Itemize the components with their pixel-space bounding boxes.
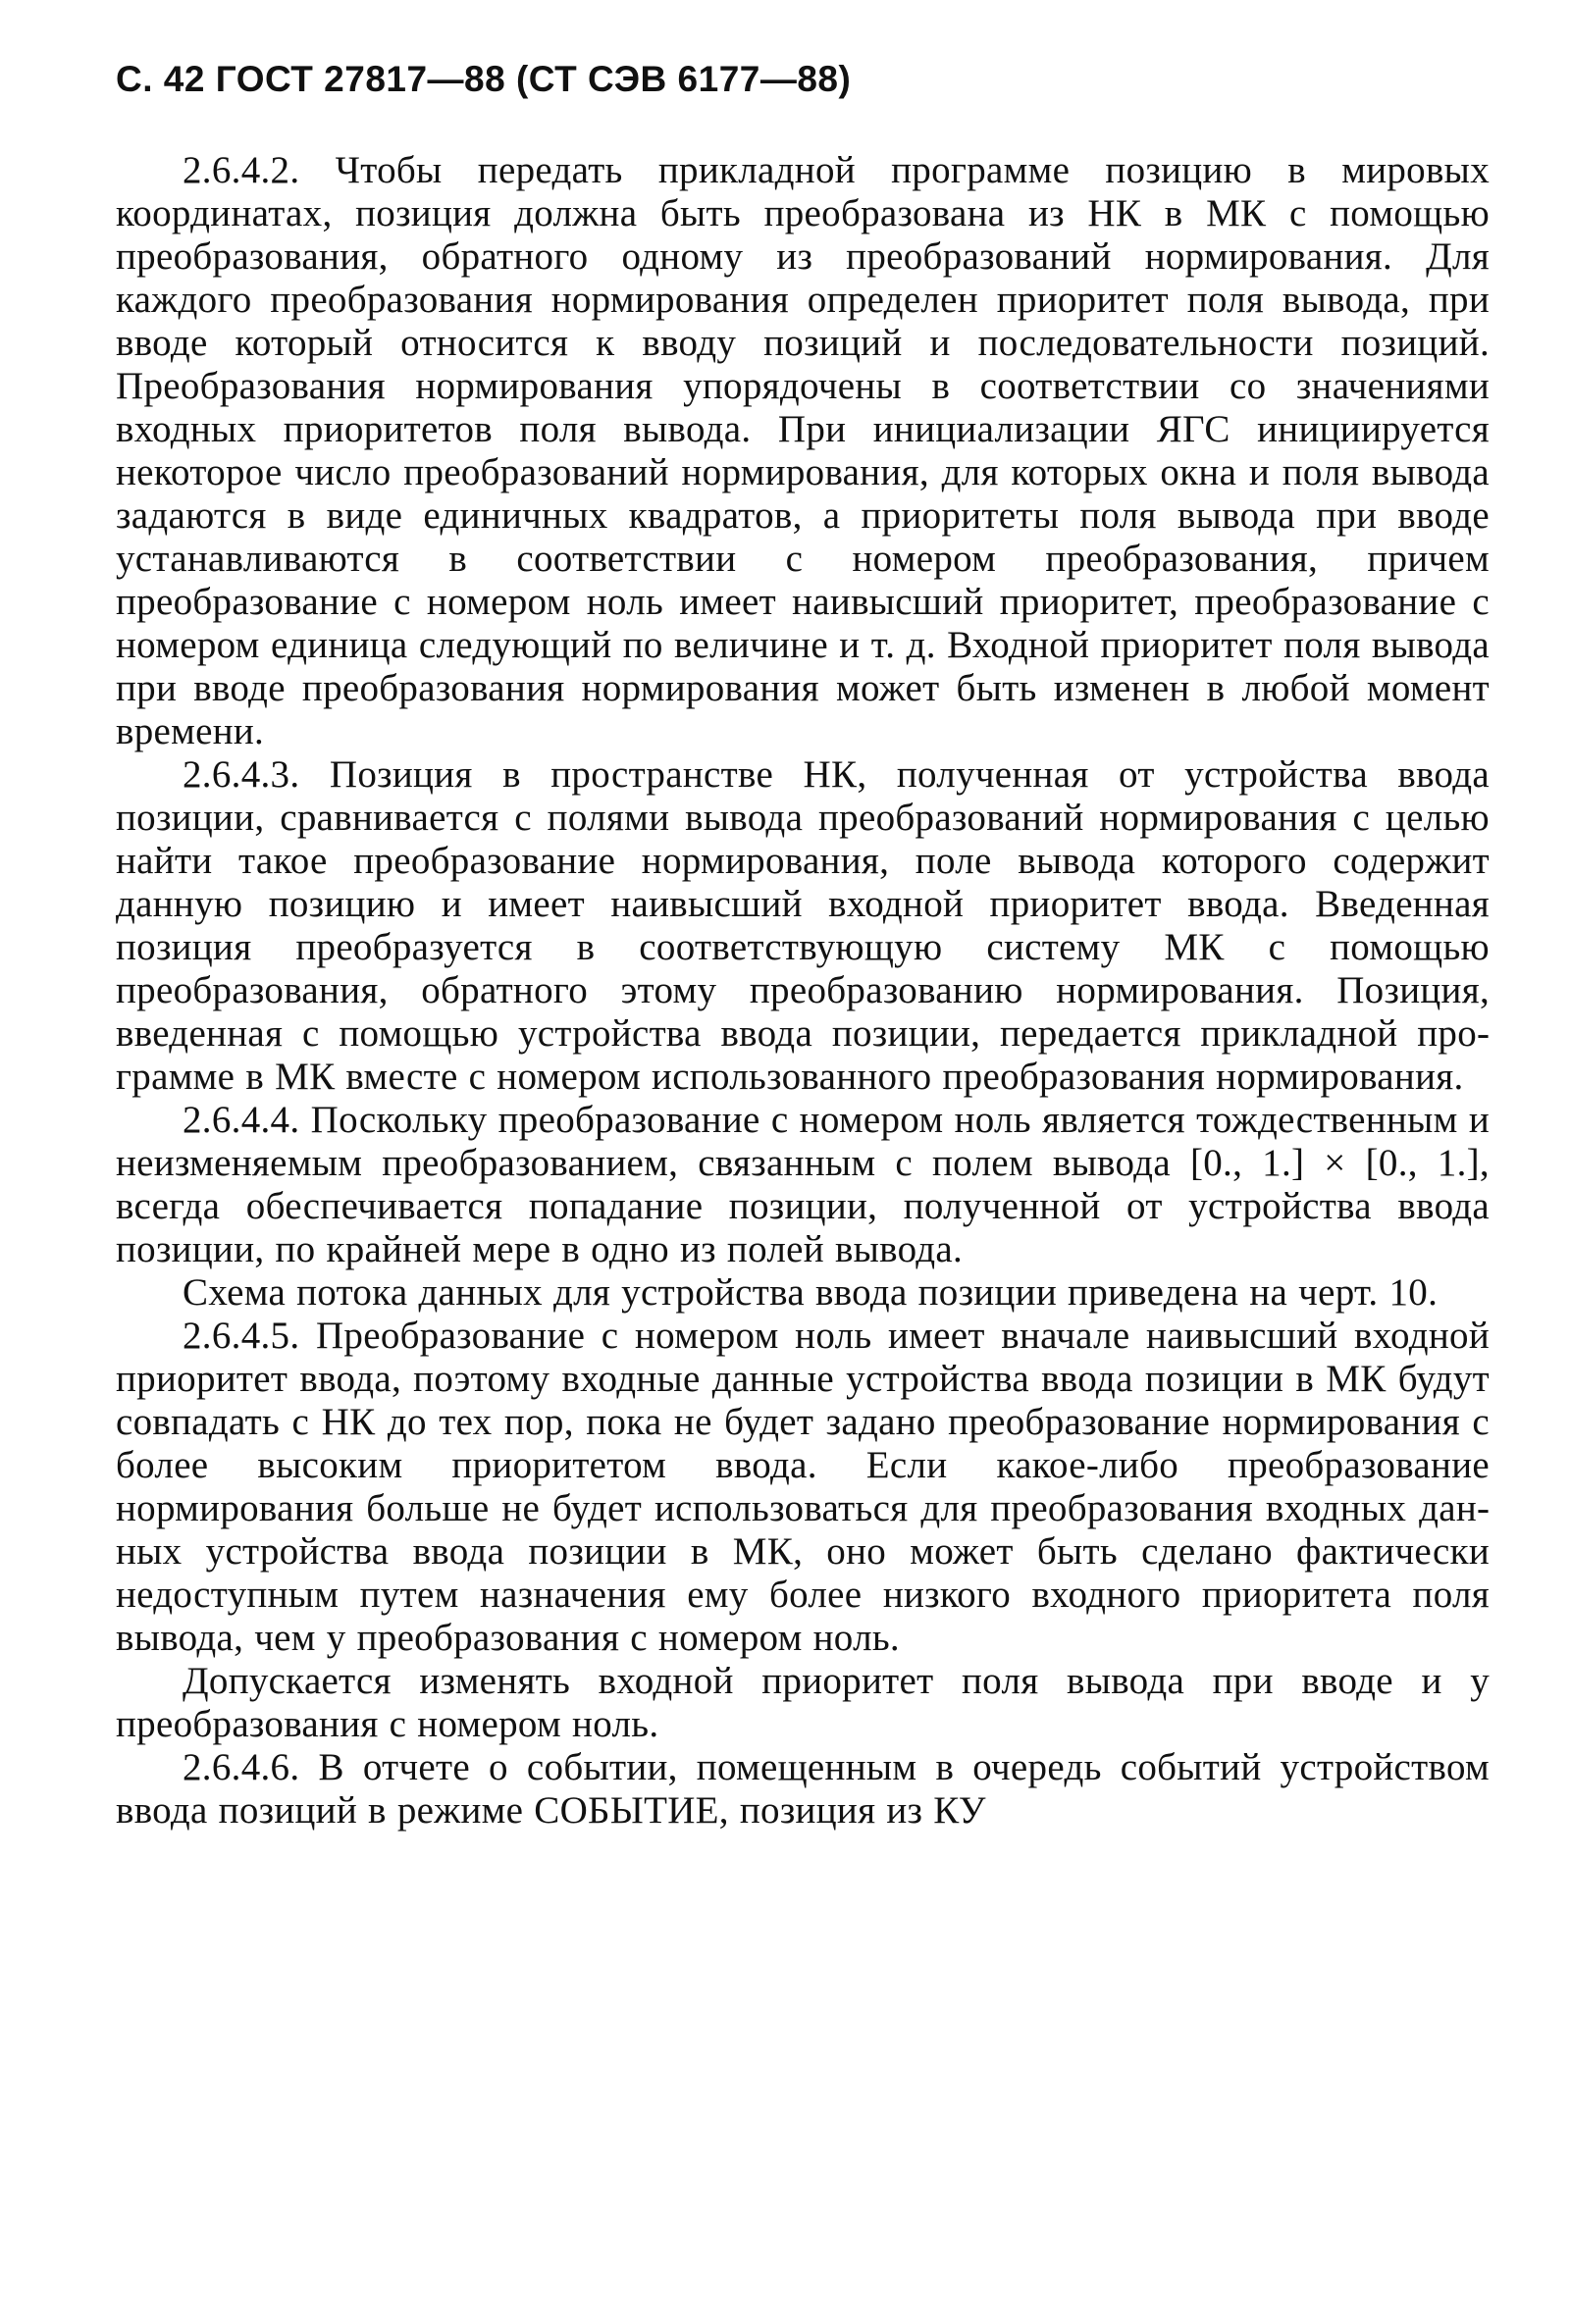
page-header: С. 42 ГОСТ 27817—88 (СТ СЭВ 6177—88) bbox=[116, 59, 852, 99]
paragraph-priority-note: Допускается изменять входной приоритет поля вывода при вводе и у преобразования с номером ноль. bbox=[116, 1660, 1490, 1745]
paragraph-2-6-4-6: 2.6.4.6. В отчете о событии, помещенным в очередь событий устройством ввода позиций в режиме СОБЫТИЕ, позиция из КУ bbox=[116, 1746, 1490, 1832]
paragraph-2-6-4-5: 2.6.4.5. Преобразование с номером ноль имеет вначале наивысший входной приоритет ввода, поэтому входные данные устройства ввода позиции в МК будут совпадать с НК до тех пор, пока не будет задано преобразование нормирования с более высоким приоритетом ввода. Если какое-либо преобразование нормирования больше не будет использоваться для преобразования входных данных устройства ввода позиции в МК, оно может быть сделано фактически недоступным путем назначения ему более низкого входного приоритета поля вывода, чем у преобразования с номером ноль. bbox=[116, 1315, 1490, 1659]
document-page bbox=[116, 59, 1490, 1833]
paragraph-2-6-4-4: 2.6.4.4. Поскольку преобразование с номером ноль является тождественным и неизменяемым преобразованием, связанным с полем вывода [0., 1.] × [0., 1.], всегда обеспечивается попадание позиции, полученной от устройства ввода позиции, по крайней мере в одно из полей вывода. bbox=[116, 1099, 1490, 1270]
paragraph-2-6-4-2: 2.6.4.2. Чтобы передать прикладной программе позицию в мировых координатах, позиция должна быть преобразована из НК в МК с помощью преобразования, обратного одному из преобразований нормирования. Для каждого преобразования нормирования определен приоритет поля вывода, при вводе который относится к вводу позиций и последовательности позиций. Преобразования нормирования упорядочены в соответствии со значениями входных приоритетов поля вывода. При инициализации ЯГС инициируется некоторое число преобразований нормирования, для которых окна и поля вывода задаются в виде единичных квадратов, а приоритеты поля вывода при вводе устанавливаются в соответствии с номером преобразования, причем преобразование с номером ноль имеет наивысший приоритет, преобразование с номером единица следующий по величине и т. д. Входной приоритет поля вывода при вводе преобразования нормирования может быть изменен в любой момент времени. bbox=[116, 149, 1490, 752]
body-text bbox=[116, 149, 1490, 1833]
paragraph-data-flow-note: Схема потока данных для устройства ввода позиции приведена на черт. 10. bbox=[183, 1271, 1439, 1314]
paragraph-2-6-4-3: 2.6.4.3. Позиция в пространстве НК, полученная от устройства ввода позиции, сравнивается с полями вывода преобразований нормирования с целью найти такое преобразование нормирования, поле вывода которого содержит данную позицию и имеет наивысший входной приоритет ввода. Введенная позиция преобразуется в соответствующую систему МК с помощью преобразования, обратного этому преобразованию нормирования. Позиция, введенная с помощью устройства ввода позиции, передается прикладной программе в МК вместе с номером использованного преобразования нормирования. bbox=[116, 753, 1490, 1098]
